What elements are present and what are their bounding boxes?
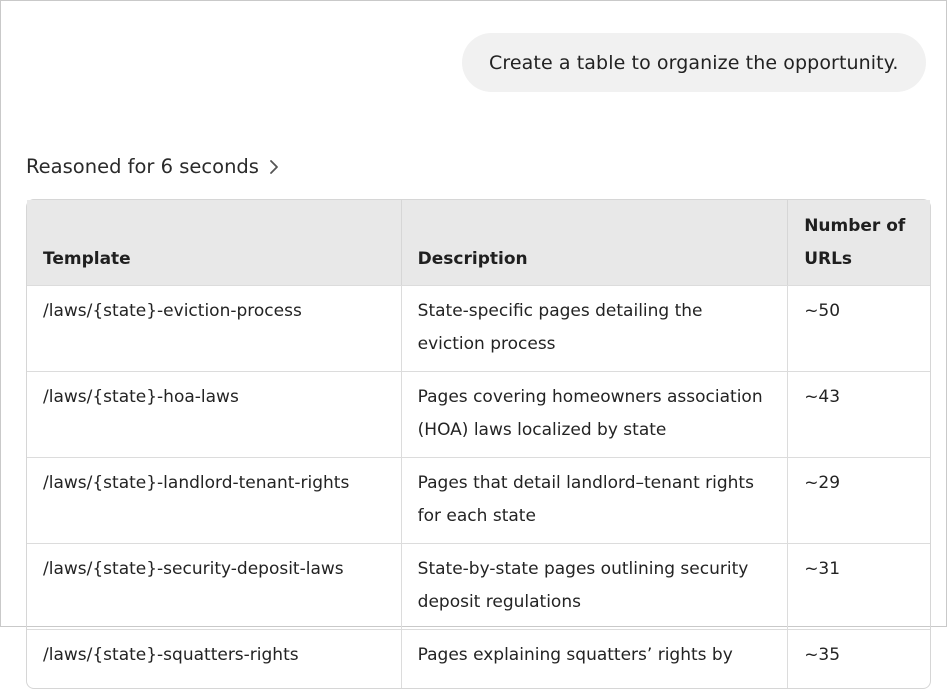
table-header-row — [27, 200, 930, 285]
cell-description: Pages explaining squatters’ rights by — [402, 629, 789, 688]
cell-template: /laws/{state}-hoa-laws — [27, 371, 402, 457]
cell-template: /laws/{state}-squatters-rights — [27, 629, 402, 688]
table-row — [27, 543, 930, 629]
header-number-of-urls: Number of URLs — [788, 200, 930, 285]
cell-url-count: ~50 — [788, 285, 930, 371]
cell-url-count: ~31 — [788, 543, 930, 629]
opportunity-table — [26, 199, 931, 689]
header-description: Description — [402, 200, 789, 285]
cell-template: /laws/{state}-eviction-process — [27, 285, 402, 371]
cell-url-count: ~35 — [788, 629, 930, 688]
cell-url-count: ~43 — [788, 371, 930, 457]
table-row — [27, 629, 930, 688]
user-message-bubble — [462, 33, 926, 92]
cell-template: /laws/{state}-security-deposit-laws — [27, 543, 402, 629]
user-message-text: Create a table to organize the opportunity. — [489, 51, 899, 74]
table-row — [27, 457, 930, 543]
chevron-right-icon — [267, 156, 283, 178]
header-template: Template — [27, 200, 402, 285]
reasoning-toggle[interactable] — [26, 155, 283, 178]
cell-url-count: ~29 — [788, 457, 930, 543]
cell-description: State-by-state pages outlining security deposit regulations — [402, 543, 789, 629]
reasoning-label: Reasoned for 6 seconds — [26, 155, 259, 178]
table-row — [27, 285, 930, 371]
cell-description: State-specific pages detailing the eviction process — [402, 285, 789, 371]
cell-description: Pages that detail landlord–tenant rights for each state — [402, 457, 789, 543]
table-row — [27, 371, 930, 457]
cell-description: Pages covering homeowners association (HOA) laws localized by state — [402, 371, 789, 457]
cell-template: /laws/{state}-landlord-tenant-rights — [27, 457, 402, 543]
